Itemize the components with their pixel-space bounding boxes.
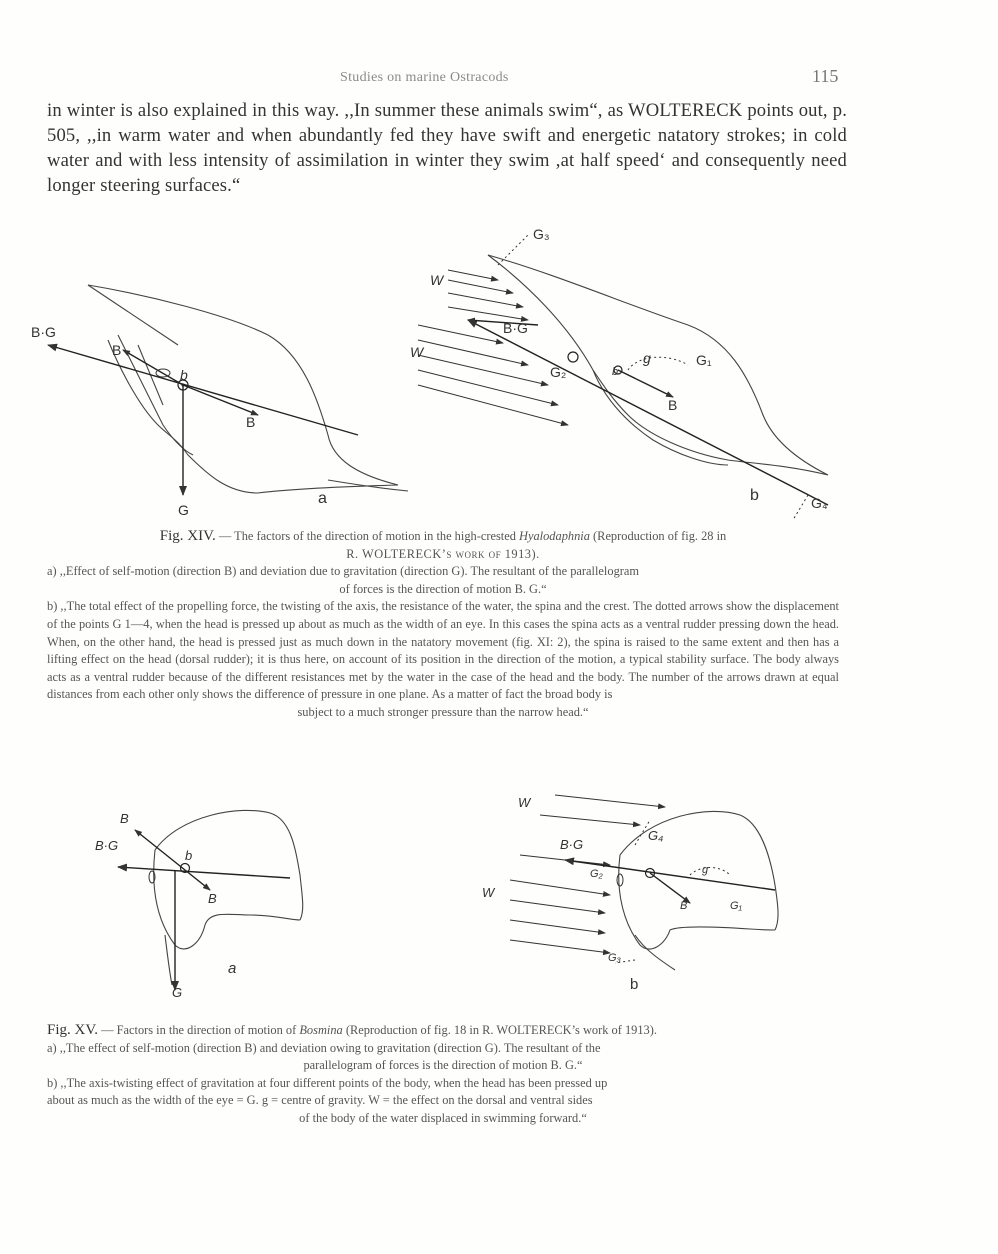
fig15b-label-g4: G₄: [648, 828, 664, 843]
fig15b-label-g3: G₃: [608, 952, 621, 964]
fig15a-b-top-arrow: [135, 830, 185, 870]
fig14b-label-w-top: W: [430, 272, 444, 288]
fig15-caption-a-line2: parallelogram of forces is the direction of motion B. G.“: [303, 1058, 583, 1073]
fig14-caption-b-last: subject to a much stronger pressure than the narrow head.“: [297, 704, 589, 719]
fig14b-label-bg: B·G: [503, 320, 528, 336]
fig15a-panel-label: a: [228, 960, 237, 977]
fig15b-label-w-left: W: [482, 885, 495, 900]
fig15b-panel-label: b: [630, 976, 639, 993]
figure-14: [28, 225, 858, 525]
body-paragraph: in winter is also explained in this way. ,,In summer these animals swim“, as WOLTERECK points out, p. 505, ,,in warm water and when abundantly fed they have swift and energetic natatory strokes; in cold water and with less intensity of assimilation in winter they swim ,at half speed‘ and consequently need longer steering surfaces.“: [47, 100, 847, 196]
fig14-caption-title: Fig. XIV. — The factors of the direction of motion in the high-crested Hyalodaphnia (Reproduction of fig. 28 in: [159, 528, 727, 544]
fig15b-lower: [619, 855, 775, 949]
fig14-caption-title-line2: R. WOLTERECK’s work of 1913).: [346, 546, 540, 561]
fig15a-bg-arrow: [118, 867, 290, 878]
fig14b-label-b-small: b: [612, 366, 619, 378]
fig15a-label-g: G: [172, 985, 183, 1000]
fig15b-spot: [617, 874, 623, 886]
figure-14-caption: [47, 528, 839, 722]
fig15a-body-outline: [155, 810, 303, 920]
fig14a-label-bg: B·G: [31, 324, 56, 340]
fig14b-label-g3: G₃: [533, 226, 550, 242]
fig14b-g-dotted: [628, 357, 688, 370]
fig15-caption-b-line1: b) ,,The axis-twisting effect of gravitation at four different points of the body, when the head has been pressed up: [47, 1075, 608, 1090]
fig14-caption-b: b) ,,The total effect of the propelling force, the twisting of the axis, the resistance of the water, the spina and the crest. The dotted arrows show the displacement of the points G 1—4, when the head is pressed up about as much as the width of an eye. In this cases the spina acts as a ventral rudder pressing down the head. When, on the other hand, the head is pressed just as much down in the natatory movement (fig. XI: 2), the spina is raised to the same extent and then has a lifting effect on the head (dorsal rudder); it is thus here, on account of its position in the direction of the motion, a typical stability surface. The body always acts as a ventral rudder because of the different resistances met by the water in the case of the head and the body. The number of the arrows drawn at equal distances from each other only shows the difference of pressure in one plane. As a matter of fact the broad body is: [47, 599, 839, 702]
page-header: [0, 66, 998, 92]
body-text: [47, 98, 847, 198]
fig14-caption-label: Fig. XIV.: [159, 528, 216, 544]
page-number: 115: [812, 66, 839, 86]
fig14a-label-b-lower: B: [246, 414, 256, 430]
fig14-genus: Hyalodaphnia: [519, 529, 590, 543]
fig14-caption-a-line2: of forces is the direction of motion B. G.“: [339, 581, 547, 596]
fig15b-label-g: g: [702, 864, 709, 876]
fig15b-label-g2: G₂: [590, 868, 603, 880]
running-title: Studies on marine Ostracods: [340, 70, 509, 85]
fig15-caption-b-line2: about as much as the width of the eye = G. g = centre of gravity. W = the effect on the dorsal and ventral sides: [47, 1093, 593, 1108]
fig15a-label-b-small: b: [185, 848, 193, 863]
fig14-caption-a-line1: a) ,,Effect of self-motion (direction B) and deviation due to gravitation (direction G). The resultant of the parallelogram: [47, 564, 640, 579]
fig14a-b-arrow: [183, 385, 258, 415]
fig14b-panel-label: b: [750, 487, 759, 504]
fig14b-body-outline: [488, 255, 828, 475]
fig14a-panel-label: a: [318, 490, 327, 507]
fig14a-label-b-small: b: [180, 367, 188, 383]
fig14a-label-g: G: [178, 502, 189, 518]
fig15-caption-b-line3: of the body of the water displaced in swimming forward.“: [299, 1110, 587, 1125]
fig15b-label-b: B: [680, 900, 688, 912]
fig14b-g4-dotted: [793, 495, 808, 520]
fig14b-eye: [568, 352, 578, 362]
fig14b-label-g2: G₂: [550, 364, 567, 380]
fig14b-label-b: B: [668, 397, 678, 413]
fig14b-label-w-left: W: [410, 344, 424, 360]
fig15b-label-w-top: W: [518, 795, 531, 810]
fig14a-bg-arrow: [48, 345, 358, 435]
fig15a-label-bg: B·G: [95, 838, 119, 853]
fig15-genus: Bosmina: [299, 1023, 343, 1037]
fig15-caption-title: Fig. XV. — Factors in the direction of motion of Bosmina (Reproduction of fig. 18 in R. WOLTERECK’s work of 1913).: [47, 1022, 657, 1038]
fig15b-g-dotted: [690, 868, 730, 876]
fig14b-label-g4: G₄: [811, 495, 828, 511]
figure-15: [90, 785, 810, 1000]
figure-15-caption: [47, 1022, 839, 1128]
fig15b-antenna: [635, 935, 675, 970]
fig15b-label-bg: B·G: [560, 837, 584, 852]
fig15-caption-a-line1: a) ,,The effect of self-motion (direction B) and deviation owing to gravitation (direction G). The resultant of the: [47, 1040, 601, 1055]
fig15b-label-g1: G₁: [730, 900, 743, 912]
fig15a-label-b-mid: B: [208, 891, 217, 906]
fig14a-label-b-upper: B: [112, 342, 122, 358]
fig14b-g3-dotted: [498, 235, 528, 265]
fig14b-label-g: g: [643, 350, 651, 366]
fig14b-lower: [593, 370, 728, 465]
fig14b-b-arrow: [618, 370, 673, 397]
fig14b-label-g1: G₁: [696, 352, 712, 368]
fig15-caption-label: Fig. XV.: [47, 1022, 98, 1038]
fig15a-label-b-top: B: [120, 811, 129, 826]
fig15a-antenna: [165, 935, 172, 985]
